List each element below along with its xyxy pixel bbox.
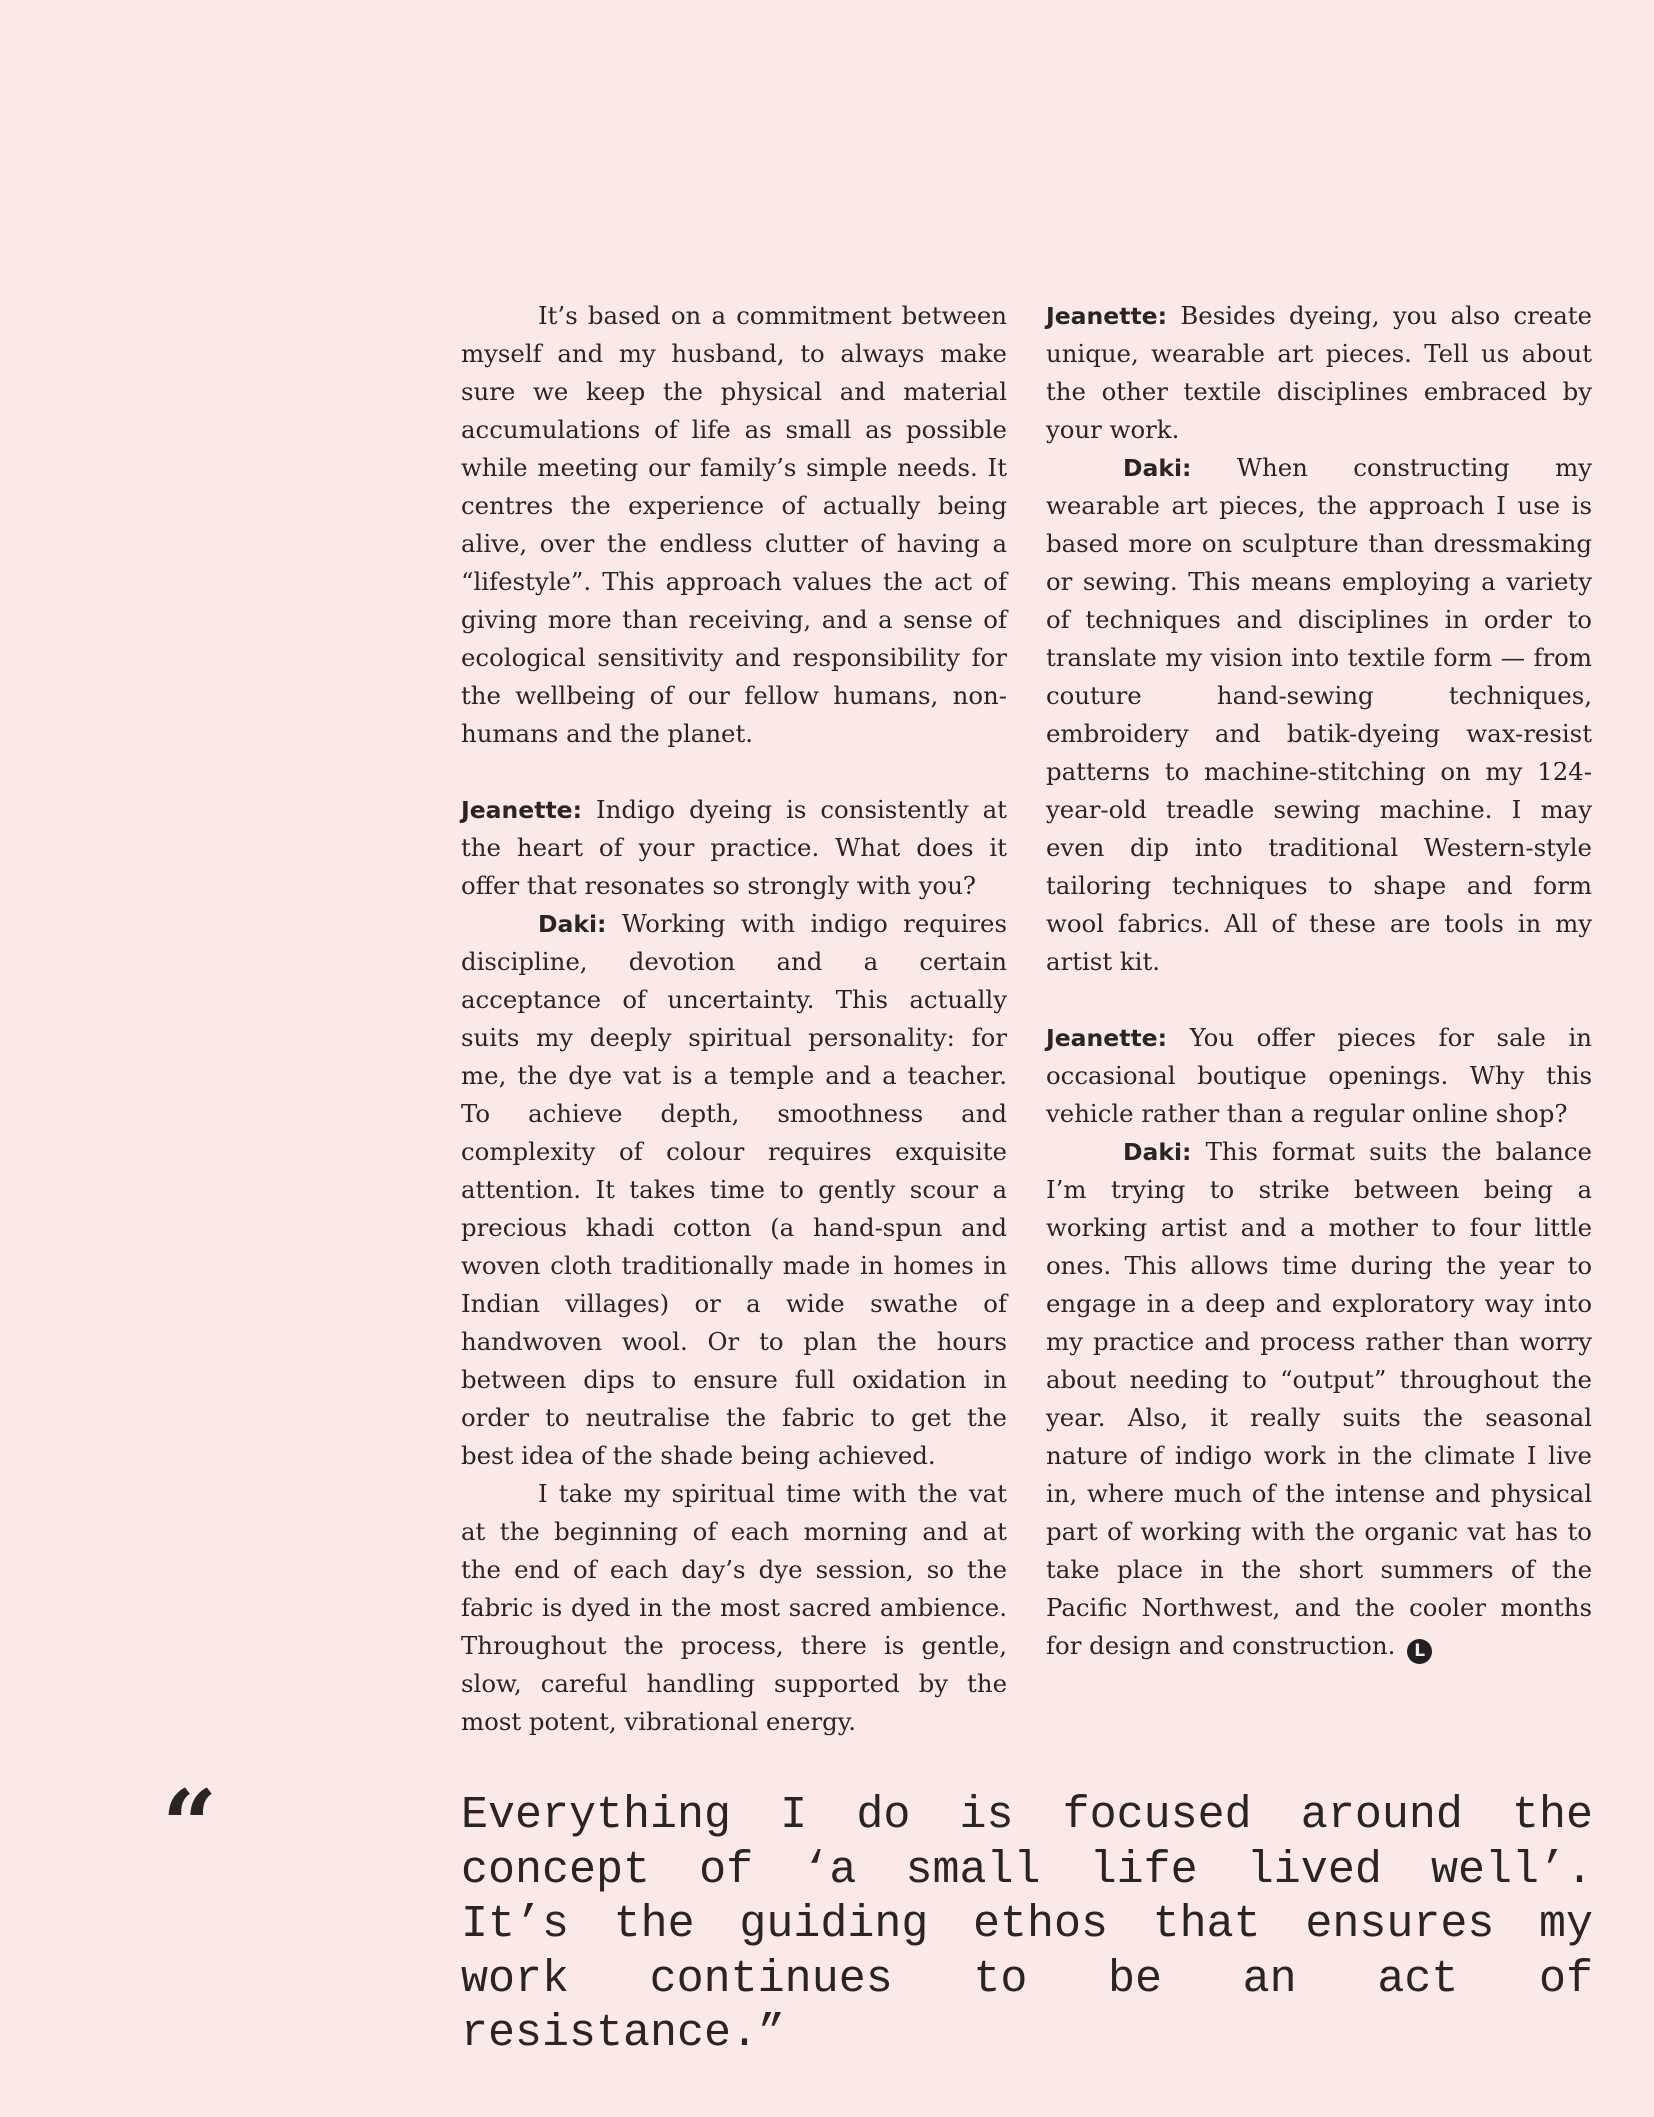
speaker-label: Jeanette: [1046, 1024, 1168, 1052]
body-paragraph: I take my spiritual time with the vat at the beginning of each morning and at the end of each day’s dye session, so the fabric is dyed in the most sacred ambience. Throughout the process, there is gentle, slow, careful handling supported by the most potent, vibrational energy. [461, 1479, 1007, 1736]
speaker-label: Daki: [1123, 454, 1192, 482]
speaker-label: Daki: [1123, 1138, 1192, 1166]
left-column [461, 297, 1007, 1741]
interview-answer [1046, 449, 1592, 981]
pull-quote: Everything I do is focused around the concept of ‘a small life lived well’. It’s the guiding ethos that ensures my work continues to be an act of resistance.” [461, 1790, 1593, 2059]
speaker-label: Daki: [538, 910, 607, 938]
interview-answer [1046, 1133, 1592, 1665]
right-column [1046, 297, 1592, 1665]
speaker-label: Jeanette: [1046, 302, 1168, 330]
speaker-label: Jeanette: [461, 796, 583, 824]
interview-question [1046, 1019, 1592, 1133]
interview-question [1046, 297, 1592, 449]
interview-question [461, 791, 1007, 905]
answer-text: This format suits the balance I’m trying to strike between being a working artist and a mother to four little ones. This allows time during the year to engage in a deep and exploratory way into my practice and process rather than worry about needing to “output” throughout the year. Also, it really suits the seasonal nature of indigo work in the climate I live in, where much of the intense and physical part of working with the organic vat has to take place in the short summers of the Pacific Northwest, and the cooler months for design and construction. [1046, 1137, 1592, 1660]
end-mark-icon: L [1407, 1639, 1432, 1664]
answer-text: When constructing my wearable art pieces, the approach I use is based more on sculpture than dressmaking or sewing. This means employing a variety of techniques and disciplines in order to translate my vision into textile form — from couture hand-sewing techniques, embroidery and batik-dyeing wax-resist patterns to machine-stitching on my 124-year-old treadle sewing machine. I may even dip into traditional Western-style tailoring techniques to shape and form wool fabrics. All of these are tools in my artist kit. [1046, 453, 1592, 976]
question-text: Besides dyeing, you also create unique, wearable art pieces. Tell us about the other textile disciplines embraced by your work. [1046, 301, 1592, 444]
quote-mark-icon: “ [162, 1769, 218, 1882]
answer-text: Working with indigo requires discipline, devotion and a certain acceptance of uncertainty. This actually suits my deeply spiritual personality: for me, the dye vat is a temple and a teacher. To achieve depth, smoothness and complexity of colour requires exquisite attention. It takes time to gently scour a precious khadi cotton (a hand-spun and woven cloth traditionally made in homes in Indian villages) or a wide swathe of handwoven wool. Or to plan the hours between dips to ensure full oxidation in order to neutralise the fabric to get the best idea of the shade being achieved. [461, 909, 1007, 1470]
body-paragraph: It’s based on a commitment between myself and my husband, to always make sure we keep the physical and material accumulations of life as small as possible while meeting our family’s simple needs. It centres the experience of actually being alive, over the endless clutter of having a “lifestyle”. This approach values the act of giving more than receiving, and a sense of ecological sensitivity and responsibility for the wellbeing of our fellow humans, non-humans and the planet. [461, 301, 1007, 748]
interview-answer [461, 905, 1007, 1475]
question-text: Indigo dyeing is consistently at the heart of your practice. What does it offer that resonates so strongly with you? [461, 795, 1007, 900]
question-text: You offer pieces for sale in occasional boutique openings. Why this vehicle rather than a regular online shop? [1046, 1023, 1592, 1128]
